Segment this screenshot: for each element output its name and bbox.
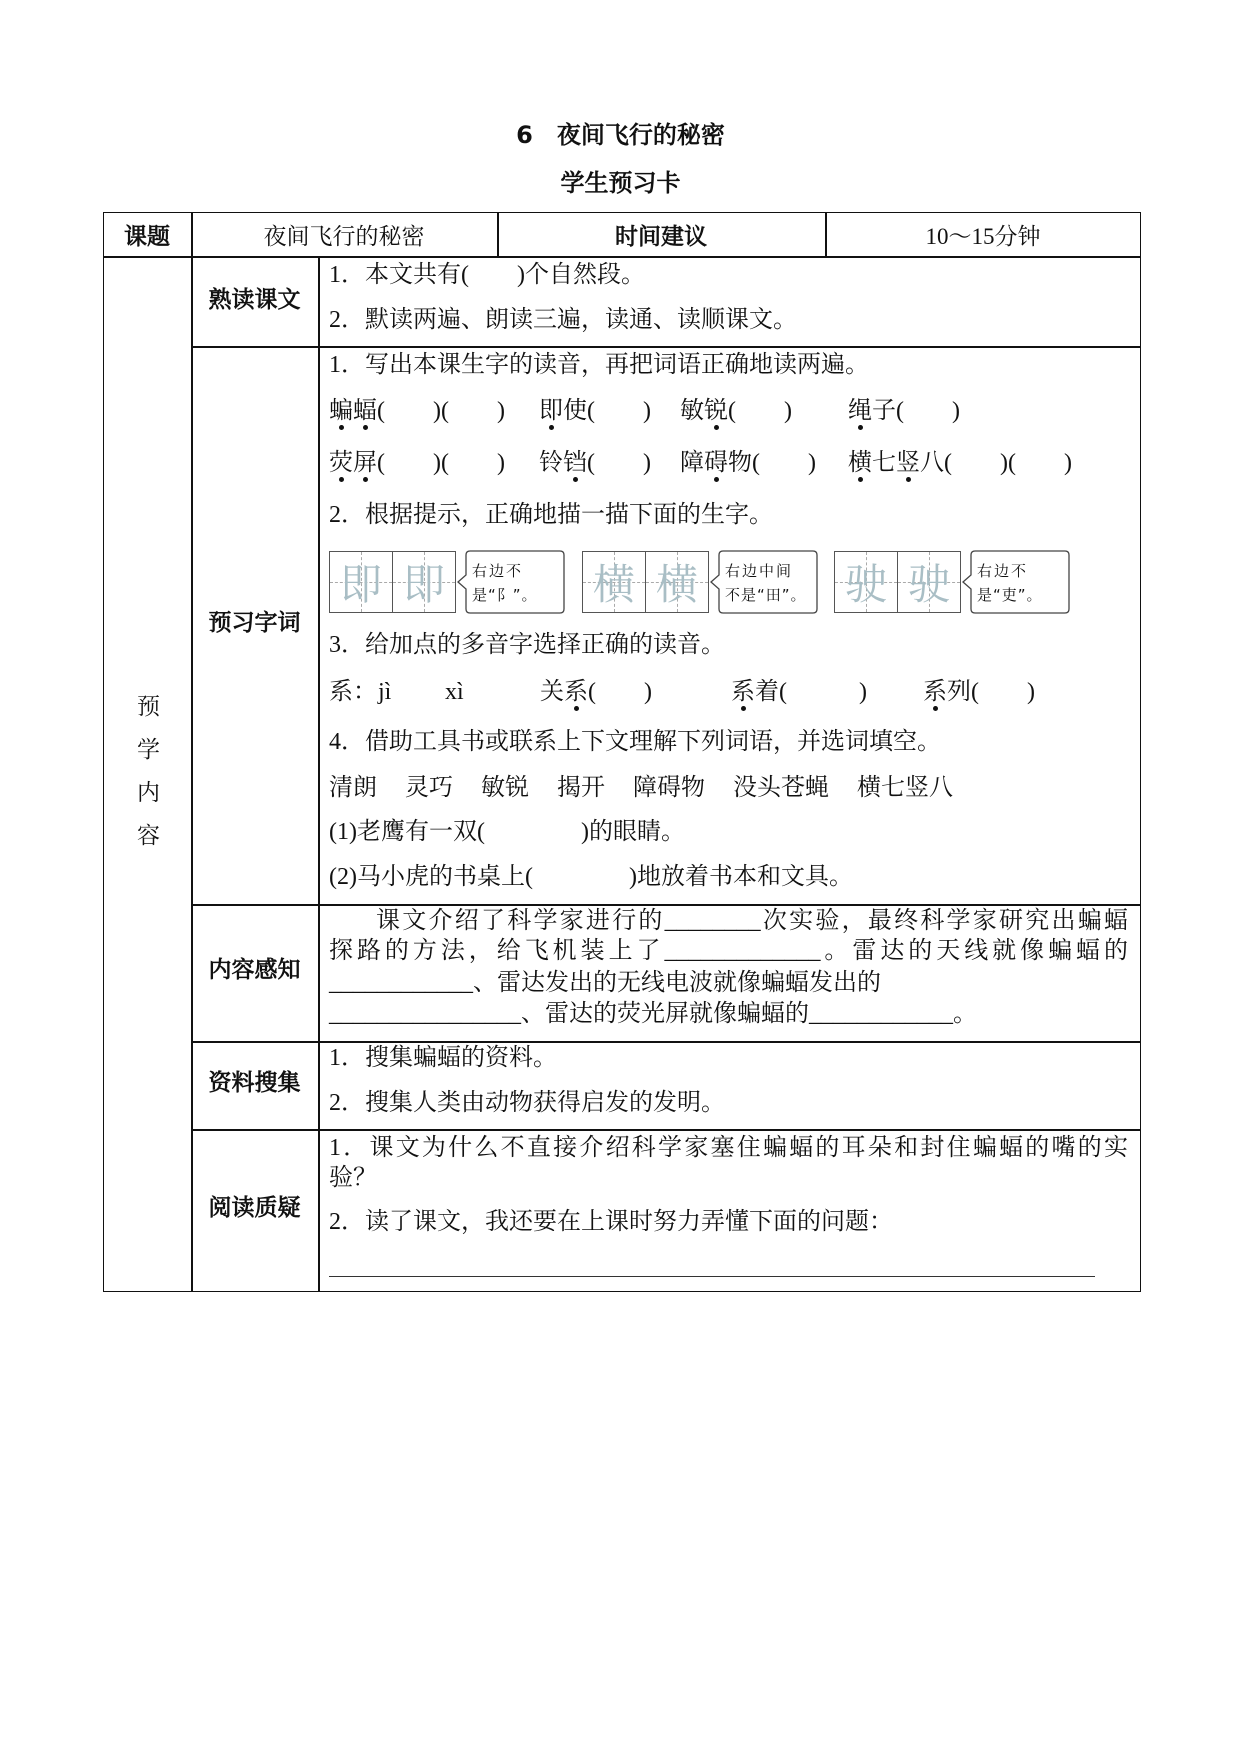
hint-bubble (456, 549, 566, 615)
tracing-char: 驶 (844, 563, 887, 609)
hint-text: 是“阝”。 (472, 586, 538, 604)
blank-parens: ( ) (587, 398, 651, 424)
vocab-row (0, 396, 1241, 426)
hint-text: 右边不 (977, 562, 1029, 580)
vocab-char: 子 (872, 398, 896, 424)
question-line: 验？ (329, 1165, 377, 1191)
lesson-title: 6 夜间飞行的秘密 (516, 121, 725, 149)
topic-label: 课题 (124, 224, 170, 250)
vocab-char: 七 (872, 450, 896, 476)
word-bank (329, 773, 953, 803)
word-bank-item: 没头苍蝇 (733, 775, 829, 801)
vocab-item (680, 396, 792, 426)
vocab-item (680, 448, 816, 478)
blank-parens: ( ) (779, 679, 867, 705)
tracing-char: 即 (402, 563, 445, 609)
tracing-box (329, 551, 393, 613)
blank-parens: ( )( ) (377, 398, 505, 424)
tracing-box (645, 551, 709, 613)
tracing-char: 横 (655, 563, 698, 609)
research-item: 1．搜集蝙蝠的资料。 (329, 1045, 557, 1071)
word-bank-item: 灵巧 (405, 775, 453, 801)
vocab-item (539, 396, 651, 426)
hint-bubble (961, 549, 1071, 615)
tracing-char: 横 (592, 563, 635, 609)
dotted-char: 蝙 (329, 398, 353, 424)
vocab-item (540, 677, 652, 707)
answer-line (329, 1276, 1095, 1277)
hint-bubble (709, 549, 819, 615)
vocab-char: 着 (755, 679, 779, 705)
section-label: 预习字词 (208, 610, 301, 636)
tracing-box (897, 551, 961, 613)
vocab-item (329, 396, 505, 426)
dotted-char: 锐 (704, 398, 728, 424)
hint-text: 是“吏”。 (977, 586, 1043, 604)
blank-parens: ( ) (587, 450, 651, 476)
vocab-item (329, 448, 505, 478)
vocab-item (848, 448, 1072, 478)
research-item: 2．搜集人类由动物获得启发的发明。 (329, 1090, 725, 1116)
tracing-char: 即 (339, 563, 382, 609)
vocab-char: 物 (728, 450, 752, 476)
words-question-3: 3．给加点的多音字选择正确的读音。 (329, 632, 725, 658)
comprehension-line: ________________、雷达的荧光屏就像蝙蝠的____________。 (329, 1001, 977, 1027)
dotted-char: 屏 (353, 450, 377, 476)
dotted-char: 铛 (563, 450, 587, 476)
side-label: 预学内容 (133, 694, 159, 866)
table-rule (103, 256, 1141, 258)
tracing-group (329, 551, 569, 613)
vocab-row (0, 448, 1241, 478)
dotted-char: 系 (923, 679, 947, 705)
vocab-item (539, 448, 651, 478)
vocab-char: 障 (680, 450, 704, 476)
fill-blank-item: (2)马小虎的书桌上( )地放着书本和文具。 (329, 864, 853, 890)
hint-text: 不是“田”。 (725, 586, 807, 604)
vocab-char: 关 (540, 679, 564, 705)
table-rule (191, 346, 1141, 348)
words-question-1: 1．写出本课生字的读音，再把词语正确地读两遍。 (329, 352, 869, 378)
dotted-char: 绳 (848, 398, 872, 424)
dotted-char: 即 (539, 398, 563, 424)
word-bank-item: 障碍物 (633, 775, 705, 801)
section-label: 阅读质疑 (208, 1195, 301, 1221)
tracing-group (834, 551, 1074, 613)
question-line: 2．读了课文，我还要在上课时努力弄懂下面的问题： (329, 1209, 893, 1235)
dotted-char: 横 (848, 450, 872, 476)
vocab-char: 八 (920, 450, 944, 476)
word-bank-item: 揭开 (557, 775, 605, 801)
vocab-char: 敏 (680, 398, 704, 424)
blank-parens: ( ) (896, 398, 960, 424)
time-label: 时间建议 (615, 224, 707, 250)
word-bank-item: 横七竖八 (857, 775, 953, 801)
tracing-group (582, 551, 822, 613)
topic-value: 夜间飞行的秘密 (263, 224, 425, 249)
vocab-item (848, 396, 960, 426)
comprehension-line: ____________、雷达发出的无线电波就像蝙蝠发出的 (329, 970, 881, 996)
table-rule (191, 1129, 1141, 1131)
words-question-2: 2．根据提示，正确地描一描下面的生字。 (329, 502, 773, 528)
bubble-shape (456, 549, 566, 615)
blank-parens: ( ) (752, 450, 816, 476)
section-label: 熟读课文 (208, 287, 301, 313)
tracing-box (834, 551, 898, 613)
comprehension-line: 探路的方法，给飞机装上了_____________。雷达的天线就像蝙蝠的 (329, 938, 1128, 964)
reading-item: 2．默读两遍、朗读三遍，读通、读顺课文。 (329, 307, 797, 333)
vocab-char: 铃 (539, 450, 563, 476)
pinyin-option: jì (378, 679, 392, 705)
dotted-char: 蝠 (353, 398, 377, 424)
word-bank-item: 清朗 (329, 775, 377, 801)
table-rule (191, 212, 193, 1292)
vocab-item (731, 677, 867, 707)
dotted-char: 系 (731, 679, 755, 705)
blank-parens: ( ) (728, 398, 792, 424)
dotted-char: 竖 (896, 450, 920, 476)
dotted-char: 系 (564, 679, 588, 705)
pinyin-option: xì (445, 679, 464, 705)
bubble-shape (709, 549, 819, 615)
blank-parens: ( ) (588, 679, 652, 705)
dotted-char: 碍 (704, 450, 728, 476)
question-line: 1．课文为什么不直接介绍科学家塞住蝙蝠的耳朵和封住蝙蝠的嘴的实 (329, 1135, 1128, 1161)
words-question-4: 4．借助工具书或联系上下文理解下列词语，并选词填空。 (329, 729, 941, 755)
bubble-shape (961, 549, 1071, 615)
polyphone-row (0, 677, 1241, 707)
card-subtitle: 学生预习卡 (560, 169, 681, 197)
polyphone-char-label: 系： (329, 679, 377, 705)
comprehension-line: 课文介绍了科学家进行的________次实验，最终科学家研究出蝙蝠 (376, 908, 1128, 934)
blank-parens: ( )( ) (944, 450, 1072, 476)
vocab-char: 使 (563, 398, 587, 424)
vocab-item (923, 677, 1035, 707)
reading-item: 1．本文共有( )个自然段。 (329, 262, 645, 288)
blank-parens: ( ) (971, 679, 1035, 705)
time-value: 10～15分钟 (925, 224, 1041, 249)
tracing-box (392, 551, 456, 613)
fill-blank-item: (1)老鹰有一双( )的眼睛。 (329, 819, 685, 845)
dotted-char: 荧 (329, 450, 353, 476)
tracing-box (582, 551, 646, 613)
word-bank-item: 敏锐 (481, 775, 529, 801)
section-label: 资料搜集 (208, 1070, 301, 1096)
hint-text: 右边不 (472, 562, 524, 580)
vocab-char: 列 (947, 679, 971, 705)
tracing-char: 驶 (907, 563, 950, 609)
blank-parens: ( )( ) (377, 450, 505, 476)
hint-text: 右边中间 (725, 562, 794, 580)
section-label: 内容感知 (208, 957, 301, 983)
